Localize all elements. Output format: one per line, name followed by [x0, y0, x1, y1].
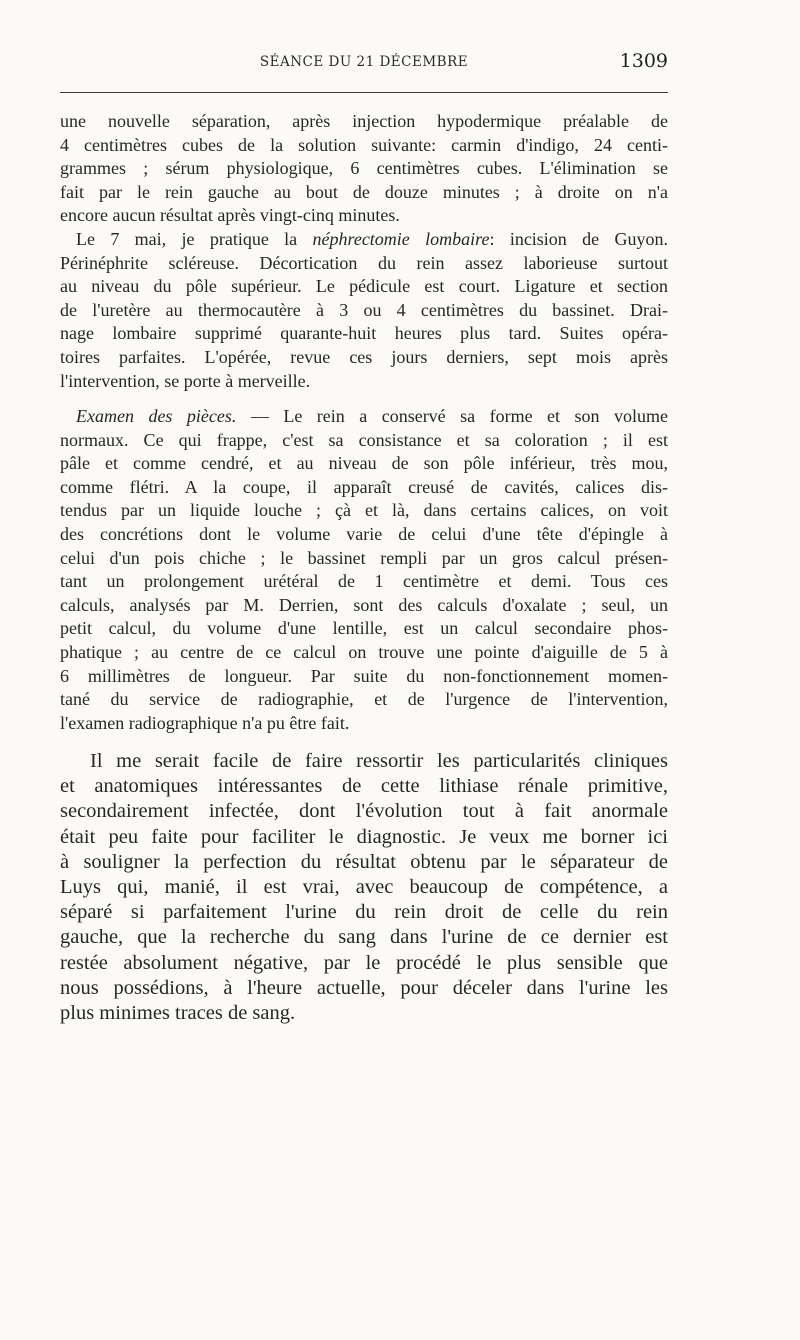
paragraph-conclusion [60, 749, 668, 1026]
text-line: au niveau du pôle supérieur. Le pédicule est court. Ligature et section [60, 276, 668, 297]
text-line: secondairement infectée, dont l'évolution tout à fait anormale [60, 800, 668, 823]
text-line: séparé si parfaitement l'urine du rein droit de celle du rein [60, 901, 668, 924]
paragraph-separation [60, 110, 668, 228]
text-line: Périnéphrite scléreuse. Décortication du rein assez laborieuse surtout [60, 252, 668, 273]
text-line: était peu faite pour faciliter le diagnostic. Je veux me borner ici [60, 825, 668, 848]
text-line: pâle et comme cendré, et au niveau de son pôle inférieur, très mou, [60, 453, 668, 474]
text-line: restée absolument négative, par le procédé le plus sensible que [60, 951, 668, 974]
text-line: 4 centimètres cubes de la solution suivante: carmin d'indigo, 24 centi- [60, 134, 668, 155]
text-line: nous possédions, à l'heure actuelle, pour déceler dans l'urine les [60, 976, 668, 999]
paragraph-nephrectomy [60, 228, 668, 393]
text-line: l'intervention, se porte à merveille. [60, 370, 311, 391]
text-line: plus minimes traces de sang. [60, 1001, 296, 1024]
paragraph-examen [60, 405, 668, 735]
text-line: tané du service de radiographie, et de l'urgence de l'intervention, [60, 689, 668, 710]
text-line: celui d'un pois chiche ; le bassinet rempli par un gros calcul présen- [60, 547, 668, 568]
page-header [60, 50, 668, 80]
text-line: 6 millimètres de longueur. Par suite du non-fonctionnement momen- [60, 665, 668, 686]
text-line: l'examen radiographique n'a pu être fait. [60, 712, 350, 733]
text-line [60, 228, 668, 252]
text-line: gauche, que la recherche du sang dans l'urine de ce dernier est [60, 926, 668, 949]
text-run: : incision de Guyon. [489, 229, 668, 249]
text-line: des concrétions dont le volume varie de celui d'une tête d'épingle à [60, 523, 668, 544]
text-line: de l'uretère au thermocautère à 3 ou 4 centimètres du bassinet. Drai- [60, 299, 668, 320]
text-line: grammes ; sérum physiologique, 6 centimètres cubes. L'élimination se [60, 158, 668, 179]
text-line: toires parfaites. L'opérée, revue ces jours derniers, sept mois après [60, 346, 668, 367]
text-run: — Le rein a conservé sa forme et son volume [236, 406, 668, 426]
text-line: et anatomiques intéressantes de cette lithiase rénale primitive, [60, 775, 668, 798]
text-line: tendus par un liquide louche ; çà et là, dans certains calices, on voit [60, 500, 668, 521]
text-line: une nouvelle séparation, après injection hypodermique préalable de [60, 111, 668, 131]
text-line: comme flétri. A la coupe, il apparaît creusé de cavités, calices dis- [60, 476, 668, 497]
text-line: Luys qui, manié, il est vrai, avec beaucoup de compétence, a [60, 875, 668, 898]
text-line: fait par le rein gauche au bout de douze minutes ; à droite on n'a [60, 181, 668, 202]
text-line: tant un prolongement urétéral de 1 centimètre et demi. Tous ces [60, 571, 668, 592]
text-line: phatique ; au centre de ce calcul on trouve une pointe d'aiguille de 5 à [60, 641, 668, 662]
italic-term: néphrectomie lombaire [312, 229, 490, 249]
text-line: Il me serait facile de faire ressortir les particularités cliniques [90, 750, 668, 772]
running-head: SÉANCE DU 21 DÉCEMBRE [259, 54, 469, 70]
page-number: 1309 [619, 50, 668, 72]
text-run: Le 7 mai, je pratique la [76, 229, 313, 249]
text-line [60, 405, 668, 429]
text-line: normaux. Ce qui frappe, c'est sa consistance et sa coloration ; il est [60, 429, 668, 450]
text-line: nage lombaire supprimé quarante-huit heures plus tard. Suites opéra- [60, 323, 668, 344]
header-rule [60, 92, 668, 93]
text-line: petit calcul, du volume d'une lentille, est un calcul secondaire phos- [60, 618, 668, 639]
text-line: encore aucun résultat après vingt-cinq minutes. [60, 205, 400, 226]
text-line: calculs, analysés par M. Derrien, sont des calculs d'oxalate ; seul, un [60, 594, 668, 615]
italic-heading: Examen des pièces. [76, 406, 237, 426]
text-line: à souligner la perfection du résultat obtenu par le séparateur de [60, 850, 668, 873]
